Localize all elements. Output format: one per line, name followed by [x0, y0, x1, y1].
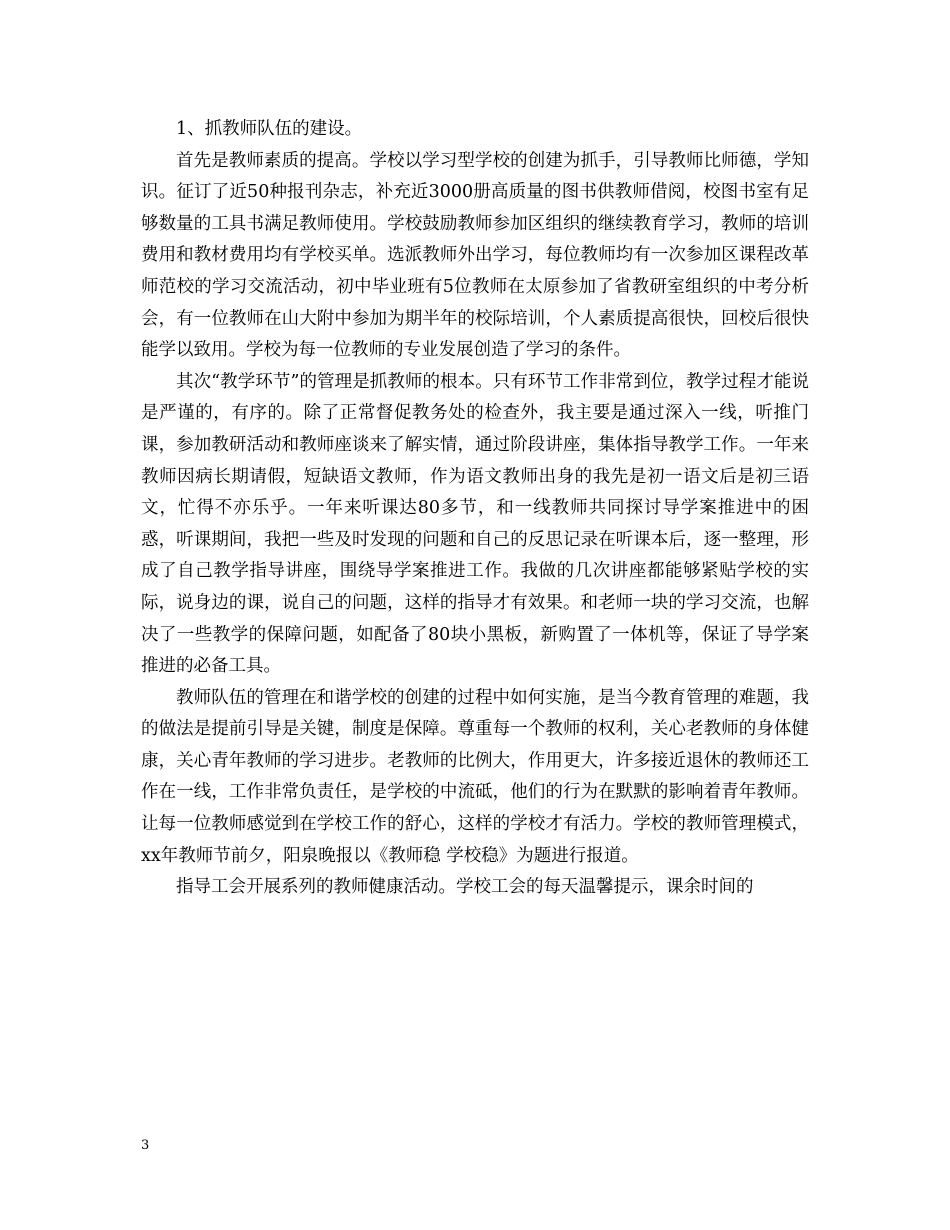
section-heading: 1、抓教师队伍的建设。 [176, 119, 363, 139]
document-body [141, 114, 809, 904]
page-number: 3 [141, 1138, 150, 1153]
paragraph-teaching-process: 其次“教学环节”的管理是抓教师的根本。只有环节工作非常到位，教学过程才能说是严谨的，有序的。除了正常督促教务处的检查外，我主要是通过深入一线，听推门课，参加教研活动和教师座谈来了解实情，通过阶段讲座，集体指导教学工作。一年来教师因病长期请假，短缺语文教师，作为语文教师出身的我先是初一语文后是初三语文，忙得不亦乐乎。一年来听课达80多节，和一线教师共同探讨导学案推进中的困惑，听课期间，我把一些及时发现的问题和自己的反思记录在听课本后，逐一整理，形成了自己教学指导讲座，围绕导学案推进工作。我做的几次讲座都能够紧贴学校的实际，说身边的课，说自己的问题，这样的指导才有效果。和老师一块的学习交流，也解决了一些教学的保障问题，如配备了80块小黑板，新购置了一体机等，保证了导学案推进的必备工具。 [141, 371, 809, 677]
paragraph-team-management: 教师队伍的管理在和谐学校的创建的过程中如何实施，是当今教育管理的难题，我的做法是提前引导是关键，制度是保障。尊重每一个教师的权利，关心老教师的身体健康，关心青年教师的学习进步。老教师的比例大，作用更大，许多接近退休的教师还工作在一线，工作非常负责任，是学校的中流砥，他们的行为在默默的影响着青年教师。让每一位教师感觉到在学校工作的舒心，这样的学校才有活力。学校的教师管理模式，xx年教师节前夕，阳泉晚报以《教师稳 学校稳》为题进行报道。 [141, 687, 809, 866]
paragraph-teacher-quality: 首先是教师素质的提高。学校以学习型学校的创建为抓手，引导教师比师德，学知识。征订了近50种报刊杂志，补充近3000册高质量的图书供教师借阅，校图书室有足够数量的工具书满足教师使用。学校鼓励教师参加区组织的继续教育学习，教师的培训费用和教材费用均有学校买单。选派教师外出学习，每位教师均有一次参加区课程改革师范校的学习交流活动，初中毕业班有5位教师在太原参加了省教研室组织的中考分析会，有一位教师在山大附中参加为期半年的校际培训，个人素质提高很快，回校后很快能学以致用。学校为每一位教师的专业发展创造了学习的条件。 [141, 150, 809, 361]
paragraph-union-activities: 指导工会开展系列的教师健康活动。学校工会的每天温馨提示，课余时间的 [176, 877, 754, 898]
